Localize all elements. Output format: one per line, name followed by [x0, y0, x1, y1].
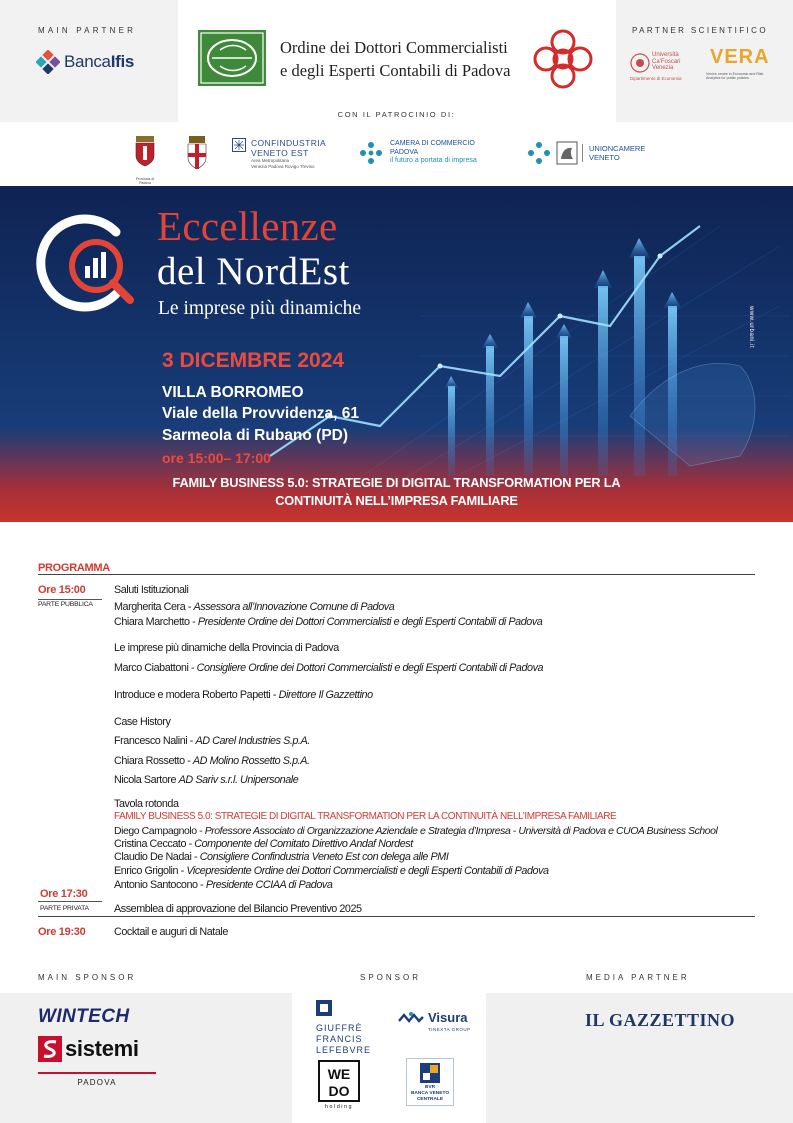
unive-line2: Ca'Foscari: [652, 58, 681, 65]
designer-url: www.urbani.it: [748, 306, 754, 349]
denadai-role: Consigliere Confindustria Veneto Est con delega alle PMI: [199, 851, 449, 863]
speaker-santocono: Antonio Santocono - Presidente CCIAA di Padova: [114, 879, 333, 891]
giuffre-logo: [316, 1000, 371, 1056]
wintech-logo: [38, 1006, 129, 1028]
bvr-line3: CENTRALE: [416, 1097, 444, 1102]
time-1730: Ore 17:30: [40, 888, 88, 900]
sistemi-divider: [38, 1072, 156, 1074]
visura-wave-icon: [398, 1011, 424, 1025]
sistemi-mark-icon: [38, 1036, 62, 1062]
unive-line3: Venezia: [652, 65, 674, 71]
confind-line1: CONFINDUSTRIA: [251, 138, 327, 148]
wedo-logo-icon: [318, 1060, 360, 1110]
ceccato-name: Cristina Ceccato: [114, 838, 187, 850]
time-1930: Ore 19:30: [38, 926, 86, 938]
ciabattoni-name: Marco Ciabattoni: [114, 662, 189, 674]
ceccato-role: Componente del Comitato Direttivo Andaf Nordest: [194, 838, 413, 850]
wintech-a: WIN: [38, 1006, 77, 1027]
sistemi-city: PADOVA: [77, 1078, 117, 1087]
speaker-sartore: [114, 774, 298, 786]
media-partner-label: MEDIA PARTNER: [586, 973, 690, 982]
odc-emblem-icon: [198, 30, 266, 86]
speaker-ceccato: Cristina Ceccato - Componente del Comitato Direttivo Andaf Nordest: [114, 838, 413, 850]
round-table-heading: Tavola rotonda: [114, 798, 179, 810]
santocono-name: Antonio Santocono: [114, 879, 198, 891]
rossetto-name: Chiara Rossetto: [114, 755, 185, 767]
programme-divider: [38, 574, 755, 575]
case-history-heading: Case History: [114, 716, 171, 728]
banca-name-b: Ifis: [110, 52, 135, 71]
denadai-name: Claudio De Nadai: [114, 851, 192, 863]
province-crest-icon: [134, 136, 156, 172]
event-theme: [0, 474, 793, 510]
speaker-denadai: Claudio De Nadai - Consigliere Confindustria Veneto Est con delega alle PMI: [114, 851, 449, 863]
speaker-cera: Margherita Cera - Assessora all’Innovazione Comune di Padova: [114, 601, 395, 613]
camera-commercio-icon: [358, 140, 384, 166]
camera-commercio-logo: [358, 140, 477, 166]
confindustria-logo: [232, 138, 326, 169]
sistemi-name: sistemi: [65, 1036, 139, 1061]
banca-name-a: Banca: [64, 52, 111, 71]
ciabattoni-role: Consigliere Ordine dei Dottori Commercialisti e degli Esperti Contabili di Padova: [196, 662, 544, 674]
province-crest: [134, 136, 160, 185]
event-theme-line1: FAMILY BUSINESS 5.0: STRATEGIE DI DIGITAL TRANSFORMATION PER LA: [172, 475, 621, 490]
event-time: ore 15:00– 17:00: [162, 450, 271, 466]
speaker-ciabattoni: Marco Ciabattoni - Consigliere Ordine dei Dottori Commercialisti e degli Esperti Contabili di Padova: [114, 662, 544, 674]
round-table-theme: FAMILY BUSINESS 5.0: STRATEGIE DI DIGITAL TRANSFORMATION PER LA CONTINUITÀ NELL’IMPRESA FAMILIARE: [114, 811, 617, 822]
grigolin-role: Vicepresidente Ordine dei Dottori Commercialisti e degli Esperti Contabili di Padova: [186, 865, 549, 877]
comune-crest: [186, 136, 208, 177]
cera-name: Margherita Cera: [114, 601, 186, 613]
scientific-partner-label: PARTNER SCIENTIFICO: [632, 26, 768, 35]
banca-ifis-logo: [36, 50, 134, 74]
confind-line2: VENETO EST: [251, 148, 309, 158]
union-line1: UNIONCAMERE: [589, 144, 646, 153]
sartore-name: Nicola Sartore: [114, 774, 177, 786]
event-date: 3 DICEMBRE 2024: [162, 349, 345, 372]
sistemi-logo: [38, 1036, 139, 1062]
giuffre-line1: GIUFFRÈ: [316, 1023, 363, 1033]
vera-logo: [706, 44, 770, 84]
bvr-mark-icon: [420, 1063, 440, 1083]
dynamic-firms-heading: Le imprese più dinamiche della Provincia di Padova: [114, 642, 339, 654]
bvr-line1: BVR: [424, 1085, 436, 1090]
time-1730-underline: [38, 901, 102, 902]
programme-heading: PROGRAMMA: [38, 562, 110, 574]
unive-seal-icon: [630, 52, 650, 74]
assembly-divider: [38, 916, 755, 917]
bvr-logo: [406, 1058, 454, 1106]
speaker-rossetto: Chiara Rossetto - AD Molino Rossetto S.p.A.: [114, 755, 310, 767]
marchetto-role: Presidente Ordine dei Dottori Commercialisti e degli Esperti Contabili di Padova: [197, 616, 543, 628]
private-part-label: PARTE PRIVATA: [40, 905, 89, 912]
event-venue: VILLA BORROMEO: [162, 384, 304, 401]
marchetto-name: Chiara Marchetto: [114, 616, 190, 628]
time-1500-underline: [38, 599, 102, 600]
vera-name: VERA: [710, 46, 770, 68]
confind-sub2: Venezia Padova Rovigo Treviso: [251, 163, 315, 169]
gazzettino-logo: IL GAZZETTINO: [585, 1010, 736, 1030]
unive-dept: Dipartimento di Economia: [630, 76, 682, 81]
visura-logo: [398, 1010, 468, 1025]
hero-title-line2: del NordEst: [157, 250, 350, 293]
hero-subtitle: Le imprese più dinamiche: [158, 298, 362, 319]
vera-caption: Venice centre in Economic and Risk Analytics for public policies: [706, 72, 764, 81]
speaker-nalini: Francesco Nalini - AD Carel Industries S.p.A.: [114, 735, 310, 747]
cocktail-line: Cocktail e auguri di Natale: [114, 926, 228, 938]
patrons-row: [0, 122, 793, 186]
sponsor-label: SPONSOR: [360, 973, 422, 982]
speaker-grigolin: Enrico Grigolin - Vicepresidente Ordine dei Dottori Commercialisti e degli Esperti Contabili di Padova: [114, 865, 549, 877]
event-street: Viale della Provvidenza, 61: [162, 405, 360, 422]
sartore-role: AD Sariv s.r.l. Unipersonale: [178, 774, 299, 786]
confind-sub1: Area Metropolitana: [251, 158, 290, 163]
public-part-label: PARTE PUBBLICA: [38, 601, 93, 608]
patronage-label: CON IL PATROCINIO DI:: [337, 110, 456, 119]
unive-line1: Università: [652, 52, 679, 58]
grigolin-name: Enrico Grigolin: [114, 865, 179, 877]
nalini-role: AD Carel Industries S.p.A.: [195, 735, 310, 747]
hero-title-line1: Eccellenze: [157, 203, 338, 249]
organizer-line1: Ordine dei Dottori Commercialisti: [280, 38, 508, 57]
greetings-heading: Saluti Istituzionali: [114, 584, 189, 596]
camera-line3: il futuro a portata di impresa: [390, 157, 477, 165]
organizer-line2: e degli Esperti Contabili di Padova: [280, 61, 511, 80]
speaker-marchetto: Chiara Marchetto - Presidente Ordine dei Dottori Commercialisti e degli Esperti Contabili di Padova: [114, 616, 543, 628]
banca-ifis-icon: [36, 50, 60, 74]
organizer-title: [280, 36, 511, 82]
event-theme-line2: CONTINUITÀ NELL’IMPRESA FAMILIARE: [275, 493, 518, 508]
odc-knot-icon: [532, 28, 594, 90]
main-partner-label: MAIN PARTNER: [38, 26, 137, 35]
visura-name: Visura: [428, 1010, 468, 1025]
moderator-role: Direttore Il Gazzettino: [278, 689, 373, 701]
magnifier-chart-icon: [34, 208, 144, 318]
time-1500: Ore 15:00: [38, 584, 86, 596]
camera-line1: CAMERA DI COMMERCIO: [390, 140, 475, 148]
giuffre-mark-icon: [316, 1000, 332, 1016]
moderator-line: Introduce e modera Roberto Papetti - Direttore Il Gazzettino: [114, 689, 373, 701]
hero-banner: [0, 186, 793, 522]
speaker-campagnolo: Diego Campagnolo - Professore Associato di Organizzazione Aziendale e Strategia d’Impresa - Università di Padova e CUOA Business School: [114, 825, 718, 837]
union-line2: VENETO: [589, 153, 620, 162]
giuffre-line3: LEFEBVRE: [316, 1045, 372, 1055]
camera-line2: PADOVA: [390, 148, 419, 156]
svg-text:DO: DO: [328, 1083, 350, 1099]
svg-text:WE: WE: [327, 1066, 351, 1082]
main-sponsor-label: MAIN SPONSOR: [38, 973, 137, 982]
campagnolo-role: Professore Associato di Organizzazione Aziendale e Strategia d’Impresa - Università di Padova e CUOA Business School: [204, 825, 718, 837]
nalini-name: Francesco Nalini: [114, 735, 188, 747]
campagnolo-name: Diego Campagnolo: [114, 825, 197, 837]
cera-role: Assessora all’Innovazione Comune di Padova: [193, 601, 395, 613]
visura-sub: TINEXTA GROUP: [428, 1027, 471, 1032]
veneto-lion-icon: [556, 141, 578, 165]
event-city: Sarmeola di Rubano (PD): [162, 427, 349, 444]
giuffre-line2: FRANCIS: [316, 1034, 363, 1044]
bvr-line2: BANCA VENETO: [410, 1091, 450, 1096]
wedo-sub: holding: [324, 1104, 354, 1110]
moderator-name: Introduce e modera Roberto Papetti: [114, 689, 271, 701]
confindustria-icon: [232, 138, 246, 152]
rossetto-role: AD Molino Rossetto S.p.A.: [192, 755, 310, 767]
comune-crest-icon: [186, 136, 208, 172]
santocono-role: Presidente CCIAA di Padova: [205, 879, 333, 891]
unive-logo: [630, 48, 708, 84]
unioncamere-logo: [526, 140, 645, 166]
unioncamere-icon: [526, 140, 552, 166]
assembly-line: Assemblea di approvazione del Bilancio Preventivo 2025: [114, 903, 362, 915]
province-caption: Provincia di Padova: [135, 177, 155, 185]
wintech-b: TECH: [76, 1006, 130, 1027]
